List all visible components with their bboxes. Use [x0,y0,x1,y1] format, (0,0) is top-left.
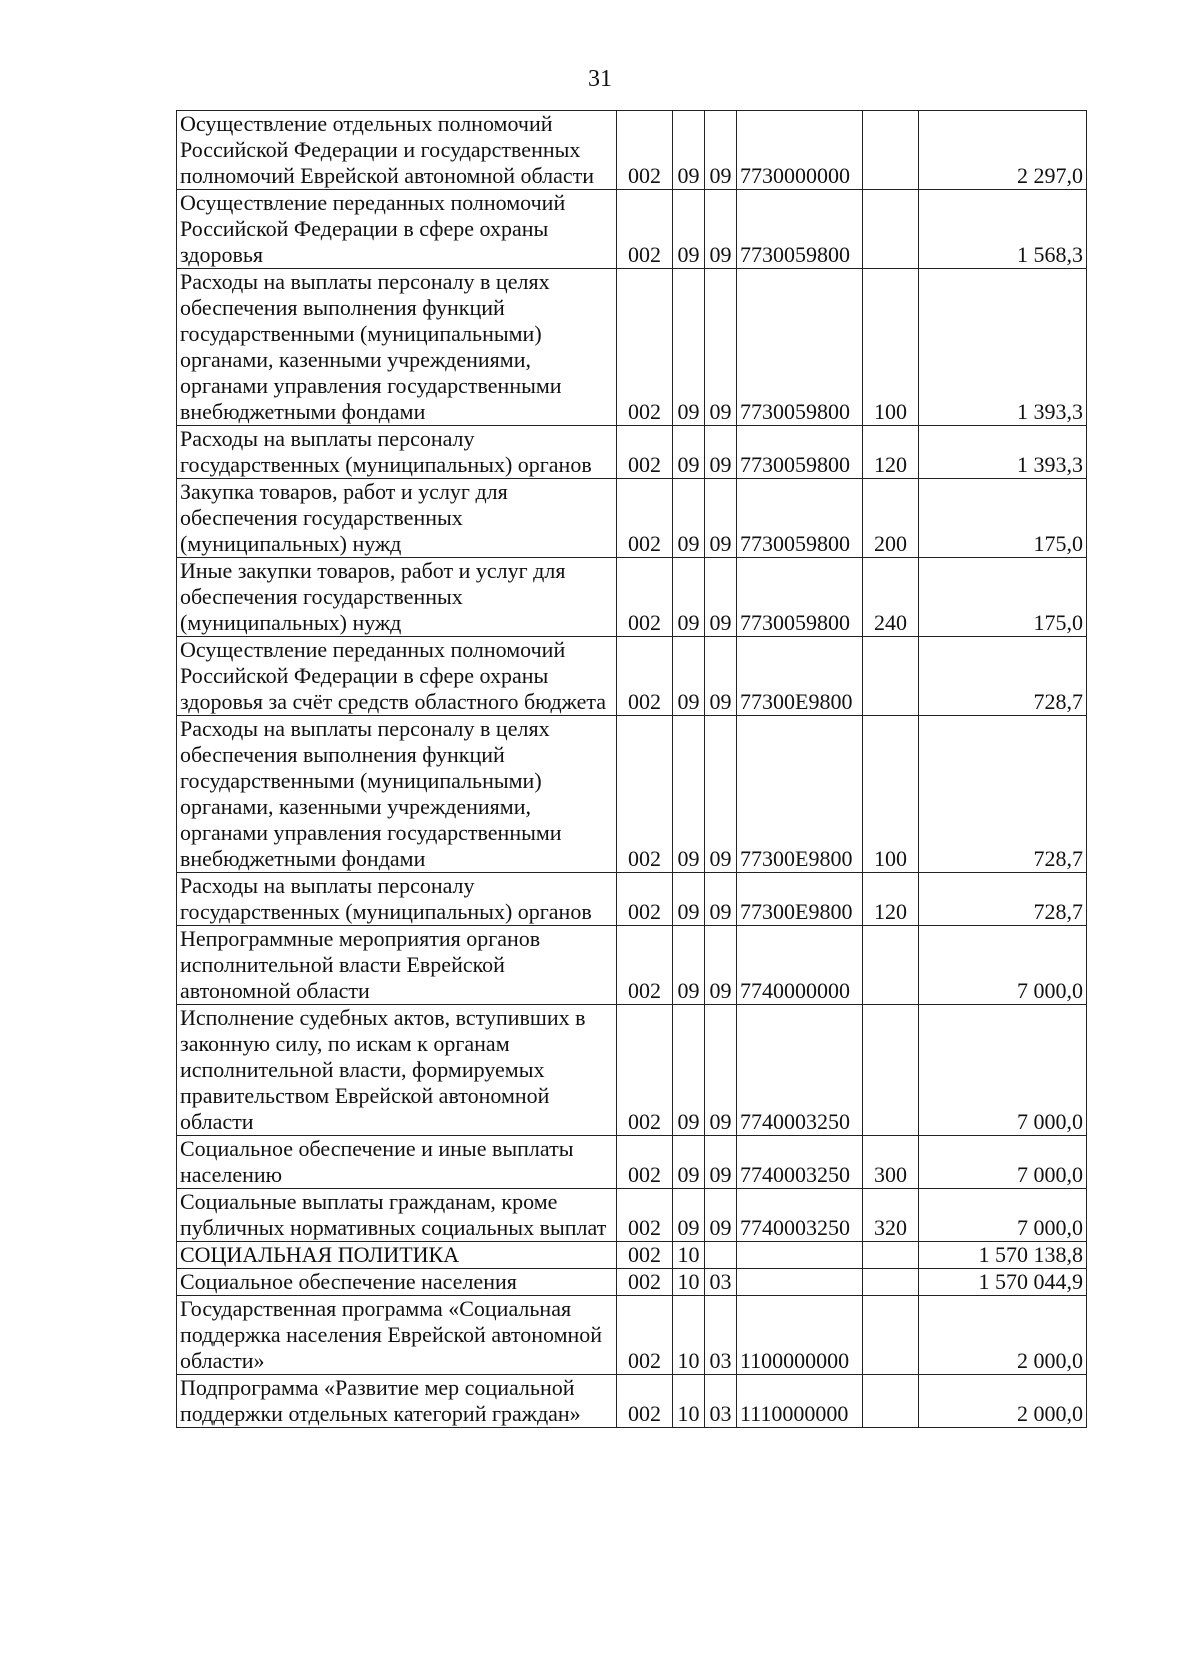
row-article: 7730059800 [737,558,863,637]
row-section: 09 [673,1136,705,1189]
row-code: 002 [617,637,673,716]
table-row [177,1296,1087,1375]
row-subsection: 03 [705,1296,737,1375]
row-subsection: 09 [705,1136,737,1189]
row-amount: 7 000,0 [919,1189,1087,1242]
row-name: Иные закупки товаров, работ и услуг для обеспечения государственных (муниципальных) нужд [177,558,617,637]
row-section: 09 [673,926,705,1005]
row-article: 77300Е9800 [737,637,863,716]
table-row [177,1136,1087,1189]
row-subsection: 09 [705,190,737,269]
table-row [177,479,1087,558]
row-article [737,1269,863,1296]
row-article: 7740000000 [737,926,863,1005]
row-code: 002 [617,1189,673,1242]
row-name: Социальное обеспечение населения [177,1269,617,1296]
row-article [737,1242,863,1269]
row-name: Осуществление отдельных полномочий Российской Федерации и государственных полномочий Еврейской автономной области [177,111,617,190]
row-code: 002 [617,479,673,558]
row-code: 002 [617,873,673,926]
row-section: 09 [673,716,705,873]
table-row [177,558,1087,637]
table-row [177,426,1087,479]
row-section: 09 [673,269,705,426]
row-amount: 2 000,0 [919,1375,1087,1428]
row-amount: 728,7 [919,637,1087,716]
row-name: Расходы на выплаты персоналу в целях обеспечения выполнения функций государственными (муниципальными) органами, казенными учреждениями, органами управления государственными внебюджетными фондами [177,716,617,873]
row-code: 002 [617,926,673,1005]
row-subsection: 09 [705,426,737,479]
row-amount: 1 570 138,8 [919,1242,1087,1269]
table-row [177,926,1087,1005]
row-code: 002 [617,1242,673,1269]
row-name: Социальное обеспечение и иные выплаты населению [177,1136,617,1189]
row-amount: 1 570 044,9 [919,1269,1087,1296]
row-section: 10 [673,1242,705,1269]
row-article: 7740003250 [737,1005,863,1136]
row-code: 002 [617,1005,673,1136]
row-section: 09 [673,190,705,269]
table-row [177,1242,1087,1269]
row-section: 09 [673,111,705,190]
row-expense-type [863,1269,919,1296]
table-row [177,1189,1087,1242]
row-amount: 7 000,0 [919,926,1087,1005]
table-row [177,637,1087,716]
row-name: Социальные выплаты гражданам, кроме публичных нормативных социальных выплат [177,1189,617,1242]
table-row [177,716,1087,873]
row-expense-type [863,1296,919,1375]
budget-table [176,110,1087,1428]
row-article: 7740003250 [737,1189,863,1242]
row-section: 10 [673,1296,705,1375]
row-expense-type: 100 [863,269,919,426]
row-article: 77300Е9800 [737,873,863,926]
page-number: 31 [588,66,612,92]
row-code: 002 [617,1296,673,1375]
row-section: 09 [673,479,705,558]
table-row [177,269,1087,426]
row-expense-type [863,111,919,190]
row-subsection: 03 [705,1375,737,1428]
row-code: 002 [617,1136,673,1189]
row-expense-type [863,1375,919,1428]
row-subsection: 09 [705,558,737,637]
row-name: Закупка товаров, работ и услуг для обеспечения государственных (муниципальных) нужд [177,479,617,558]
table-row [177,873,1087,926]
row-article: 1110000000 [737,1375,863,1428]
row-name: Осуществление переданных полномочий Российской Федерации в сфере охраны здоровья за счёт средств областного бюджета [177,637,617,716]
row-subsection: 09 [705,269,737,426]
row-code: 002 [617,111,673,190]
row-expense-type: 300 [863,1136,919,1189]
row-expense-type: 120 [863,873,919,926]
row-article: 1100000000 [737,1296,863,1375]
row-amount: 175,0 [919,479,1087,558]
row-expense-type: 320 [863,1189,919,1242]
row-amount: 175,0 [919,558,1087,637]
row-article: 7730059800 [737,426,863,479]
row-name: Государственная программа «Социальная поддержка населения Еврейской автономной области» [177,1296,617,1375]
row-amount: 2 297,0 [919,111,1087,190]
row-expense-type: 240 [863,558,919,637]
budget-table-body [177,111,1087,1428]
row-amount: 1 393,3 [919,269,1087,426]
row-name: Непрограммные мероприятия органов исполнительной власти Еврейской автономной области [177,926,617,1005]
table-row [177,111,1087,190]
row-article: 7730000000 [737,111,863,190]
row-name: СОЦИАЛЬНАЯ ПОЛИТИКА [177,1242,617,1269]
row-name: Подпрограмма «Развитие мер социальной поддержки отдельных категорий граждан» [177,1375,617,1428]
row-name: Расходы на выплаты персоналу государственных (муниципальных) органов [177,873,617,926]
row-amount: 1 568,3 [919,190,1087,269]
row-article: 7740003250 [737,1136,863,1189]
row-name: Расходы на выплаты персоналу государственных (муниципальных) органов [177,426,617,479]
row-amount: 2 000,0 [919,1296,1087,1375]
row-amount: 728,7 [919,716,1087,873]
row-code: 002 [617,269,673,426]
row-amount: 1 393,3 [919,426,1087,479]
row-subsection: 09 [705,926,737,1005]
row-expense-type [863,1005,919,1136]
row-amount: 728,7 [919,873,1087,926]
row-amount: 7 000,0 [919,1005,1087,1136]
row-subsection: 09 [705,1189,737,1242]
row-section: 09 [673,426,705,479]
table-row [177,190,1087,269]
row-amount: 7 000,0 [919,1136,1087,1189]
row-name: Расходы на выплаты персоналу в целях обеспечения выполнения функций государственными (муниципальными) органами, казенными учреждениями, органами управления государственными внебюджетными фондами [177,269,617,426]
row-article: 7730059800 [737,190,863,269]
row-expense-type: 100 [863,716,919,873]
row-subsection: 09 [705,1005,737,1136]
row-section: 09 [673,873,705,926]
row-expense-type [863,1242,919,1269]
row-code: 002 [617,1375,673,1428]
row-section: 09 [673,1005,705,1136]
row-code: 002 [617,426,673,479]
table-row [177,1005,1087,1136]
row-code: 002 [617,716,673,873]
row-name: Осуществление переданных полномочий Российской Федерации в сфере охраны здоровья [177,190,617,269]
row-subsection: 09 [705,873,737,926]
row-expense-type [863,637,919,716]
table-row [177,1269,1087,1296]
table-row [177,1375,1087,1428]
row-name: Исполнение судебных актов, вступивших в законную силу, по искам к органам исполнительной власти, формируемых правительством Еврейской автономной области [177,1005,617,1136]
row-section: 09 [673,558,705,637]
row-section: 09 [673,637,705,716]
row-section: 10 [673,1375,705,1428]
row-subsection: 03 [705,1269,737,1296]
row-expense-type: 120 [863,426,919,479]
row-subsection: 09 [705,716,737,873]
row-code: 002 [617,558,673,637]
row-expense-type [863,926,919,1005]
row-subsection: 09 [705,479,737,558]
row-section: 09 [673,1189,705,1242]
row-code: 002 [617,1269,673,1296]
row-expense-type [863,190,919,269]
row-article: 7730059800 [737,269,863,426]
row-article: 7730059800 [737,479,863,558]
row-subsection: 09 [705,637,737,716]
row-code: 002 [617,190,673,269]
row-subsection [705,1242,737,1269]
row-article: 77300Е9800 [737,716,863,873]
row-section: 10 [673,1269,705,1296]
row-subsection: 09 [705,111,737,190]
row-expense-type: 200 [863,479,919,558]
